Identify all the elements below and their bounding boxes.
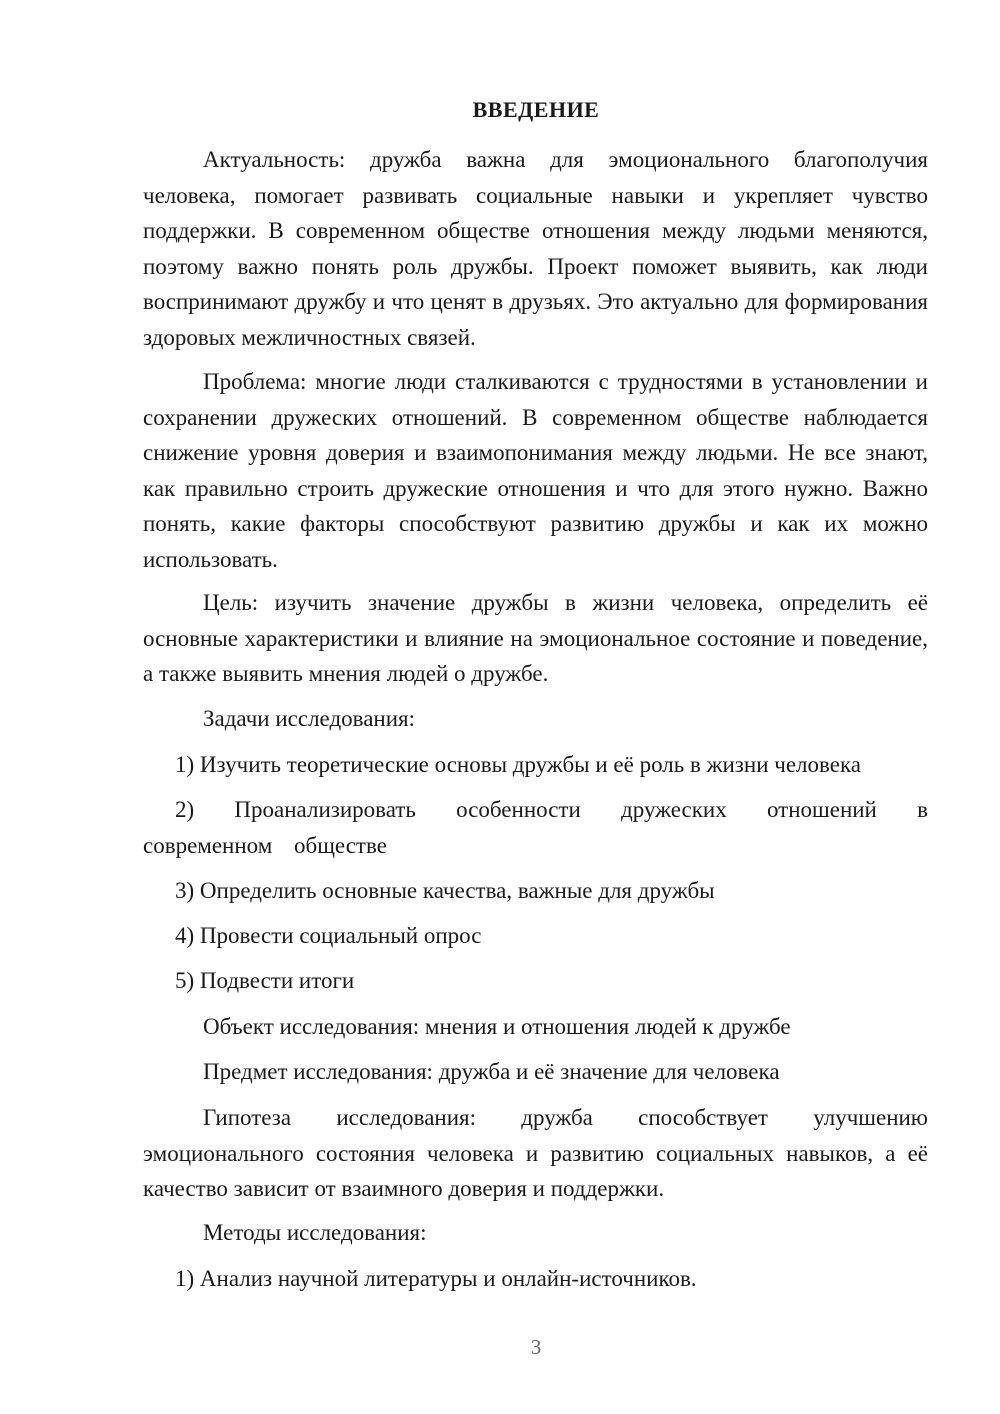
task-item-5: 5) Подвести итоги [175, 968, 355, 993]
task-item-4: 4) Провести социальный опрос [175, 923, 482, 948]
task-item-3: 3) Определить основные качества, важные для дружбы [175, 878, 715, 903]
relevance-paragraph: Актуальность: дружба важна для эмоционального благополучия человека, помогает развивать социальные навыки и укрепляет чувство поддержки. В современном обществе отношения между людьми меняются, поэтому важно понять роль дружбы. Проект поможет выявить, как люди воспринимают дружбу и что ценят в друзьях. Это актуально для формирования здоровых межличностных связей. [143, 147, 928, 350]
hypothesis-paragraph: Гипотеза исследования: дружба способствует улучшению эмоционального состояния человека и развитию социальных навыков, а её качество зависит от взаимного доверия и поддержки. [143, 1105, 928, 1201]
methods-heading: Методы исследования: [203, 1220, 427, 1245]
goal-paragraph: Цель: изучить значение дружбы в жизни человека, определить её основные характеристики и влияние на эмоциональное состояние и поведение, а также выявить мнения людей о дружбе. [143, 590, 928, 686]
page-number: 3 [530, 1335, 542, 1359]
tasks-heading: Задачи исследования: [203, 706, 416, 731]
task-item-2: 2) Проанализировать особенности дружеских отношений в современном обществе [143, 797, 928, 858]
object-paragraph: Объект исследования: мнения и отношения людей к дружбе [203, 1014, 791, 1039]
task-item-1: 1) Изучить теоретические основы дружбы и её роль в жизни человека [175, 752, 861, 777]
method-item-1: 1) Анализ научной литературы и онлайн-источников. [175, 1266, 697, 1291]
problem-paragraph: Проблема: многие люди сталкиваются с трудностями в установлении и сохранении дружеских отношений. В современном обществе наблюдается снижение уровня доверия и взаимопонимания между людьми. Не все знают, как правильно строить дружеские отношения и что для этого нужно. Важно понять, какие факторы способствуют развитию дружбы и как их можно использовать. [143, 369, 928, 572]
subject-paragraph: Предмет исследования: дружба и её значение для человека [203, 1059, 780, 1084]
section-heading: ВВЕДЕНИЕ [472, 97, 600, 122]
